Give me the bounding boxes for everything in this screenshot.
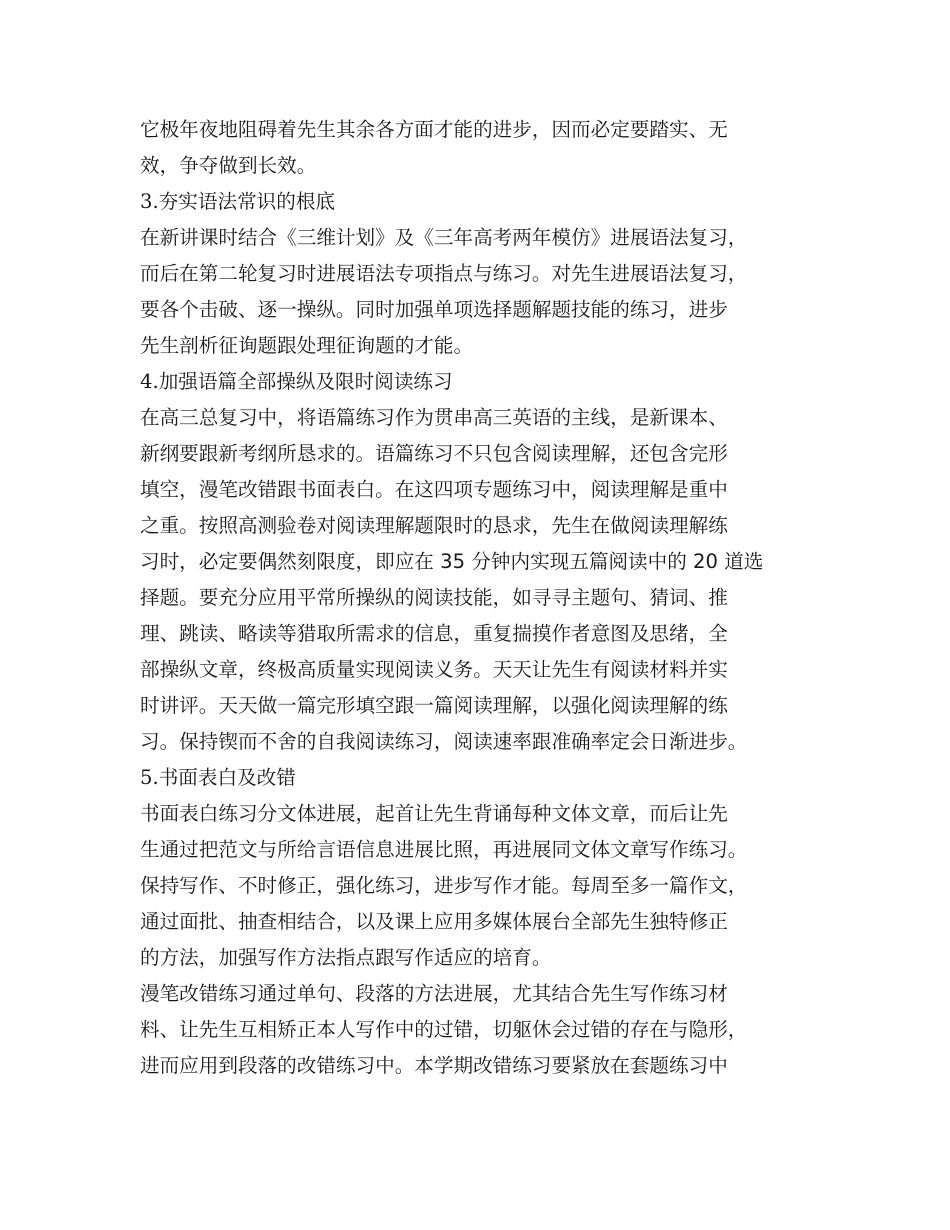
paragraph-line: 择题。要充分应用平常所操纵的阅读技能，如寻寻主题句、猜词、推: [140, 586, 728, 609]
paragraph-line: 而后在第二轮复习时进展语法专项指点与练习。对先生进展语法复习，: [140, 262, 748, 285]
paragraph-line: 漫笔改错练习通过单句、段落的方法进展，尤其结合先生写作练习材: [140, 982, 728, 1005]
paragraph-line: 习。保持锲而不舍的自我阅读练习，阅读速率跟准确率定会日渐进步。: [140, 730, 748, 753]
paragraph-line: 理、跳读、略读等猎取所需求的信息，重复揣摸作者意图及思绪，全: [140, 622, 728, 645]
paragraph-line: 进而应用到段落的改错练习中。本学期改错练习要紧放在套题练习中: [140, 1054, 728, 1077]
paragraph-line: 先生剖析征询题跟处理征询题的才能。: [140, 334, 474, 357]
paragraph-line: 生通过把范文与所给言语信息进展比照，再进展同文体文章写作练习。: [140, 838, 748, 861]
section-heading: 3.夯实语法常识的根底: [140, 190, 336, 213]
document-body: [140, 112, 830, 1084]
paragraph-line: 书面表白练习分文体进展，起首让先生背诵每种文体文章，而后让先: [140, 802, 728, 825]
paragraph-line: 它极年夜地阻碍着先生其余各方面才能的进步，因而必定要踏实、无: [140, 118, 728, 141]
paragraph-line: 时讲评。天天做一篇完形填空跟一篇阅读理解，以强化阅读理解的练: [140, 694, 728, 717]
paragraph-line: 习时，必定要偶然刻限度，即应在 35 分钟内实现五篇阅读中的 20 道选: [140, 550, 764, 573]
paragraph-line: 部操纵文章，终极高质量实现阅读义务。天天让先生有阅读材料并实: [140, 658, 728, 681]
paragraph-line: 在新讲课时结合《三维计划》及《三年高考两年模仿》进展语法复习，: [140, 226, 748, 249]
paragraph-line: 通过面批、抽查相结合，以及课上应用多媒体展台全部先生独特修正: [140, 910, 728, 933]
paragraph-line: 效，争夺做到长效。: [140, 154, 317, 177]
paragraph-line: 的方法，加强写作方法指点跟写作适应的培育。: [140, 946, 552, 969]
paragraph-line: 新纲要跟新考纲所恳求的。语篇练习不只包含阅读理解，还包含完形: [140, 442, 728, 465]
paragraph-line: 在高三总复习中，将语篇练习作为贯串高三英语的主线，是新课本、: [140, 406, 728, 429]
section-heading: 4.加强语篇全部操纵及限时阅读练习: [140, 370, 453, 393]
paragraph-line: 之重。按照高测验卷对阅读理解题限时的恳求，先生在做阅读理解练: [140, 514, 728, 537]
paragraph-line: 料、让先生互相矫正本人写作中的过错，切躯休会过错的存在与隐形，: [140, 1018, 748, 1041]
section-heading: 5.书面表白及改错: [140, 766, 296, 789]
paragraph-line: 要各个击破、逐一操纵。同时加强单项选择题解题技能的练习，进步: [140, 298, 728, 321]
paragraph-line: 填空，漫笔改错跟书面表白。在这四项专题练习中，阅读理解是重中: [140, 478, 728, 501]
paragraph-line: 保持写作、不时修正，强化练习，进步写作才能。每周至多一篇作文，: [140, 874, 748, 897]
